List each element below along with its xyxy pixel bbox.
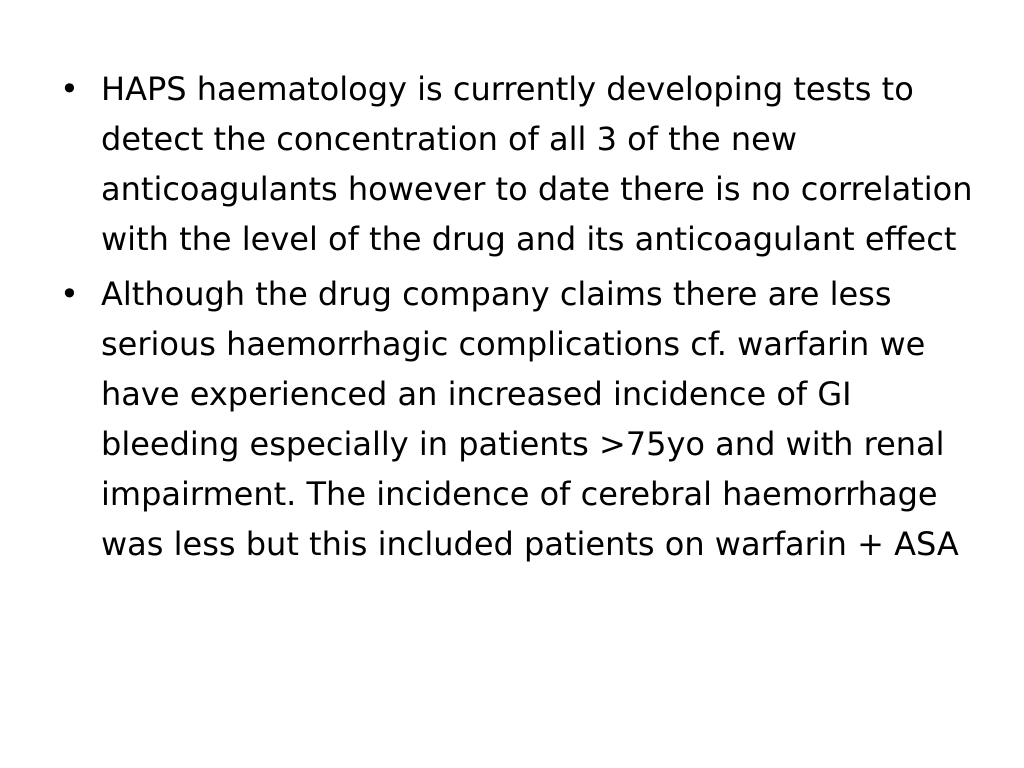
bullet-list (60, 64, 975, 574)
bullet-marker-icon: • (60, 275, 79, 313)
bullet-text: Although the drug company claims there are less serious haemorrhagic complications cf. warfarin we have experienced an increased incidence of GI bleeding especially in patients >75yo and with renal impairment. The incidence of cerebral haemorrhage was less but this included patients on warfarin + ASA (101, 275, 959, 563)
bullet-marker-icon: • (60, 70, 79, 108)
bullet-item (60, 269, 975, 569)
bullet-item (60, 64, 975, 264)
bullet-text: HAPS haematology is currently developing tests to detect the concentration of all 3 of the new anticoagulants however to date there is no correlation with the level of the drug and its anticoagulant effect (101, 70, 973, 258)
